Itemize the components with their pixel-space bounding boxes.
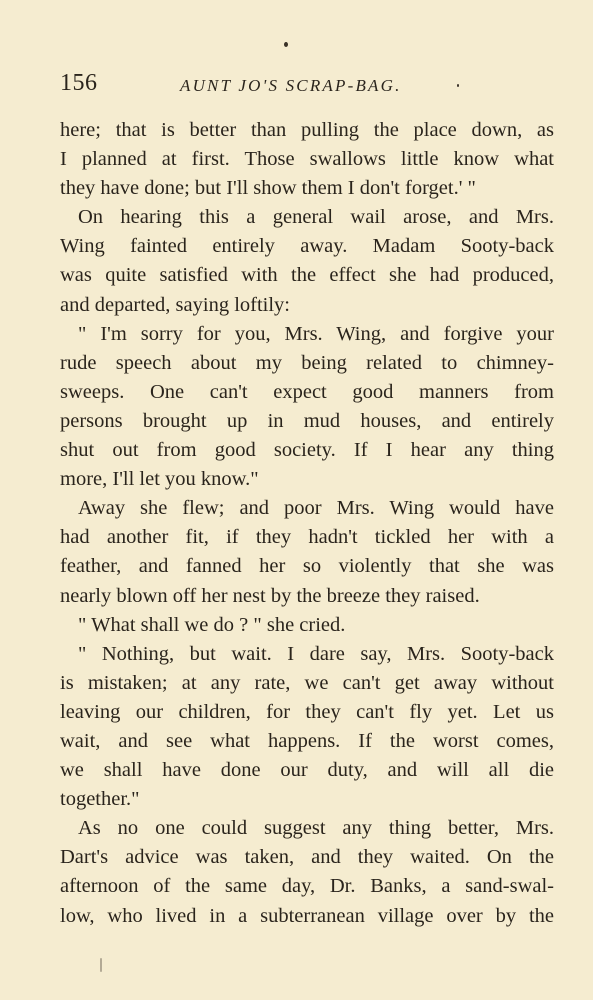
page-header bbox=[60, 70, 560, 104]
ink-speck bbox=[100, 958, 102, 972]
text-line: Away she flew; and poor Mrs. Wing would have bbox=[78, 497, 554, 520]
text-line: afternoon of the same day, Dr. Banks, a sand-swal- bbox=[60, 875, 554, 898]
text-line: together." bbox=[60, 788, 140, 811]
text-line: they have done; but I'll show them I don't forget.' " bbox=[60, 177, 476, 200]
text-line: " Nothing, but wait. I dare say, Mrs. Sooty-back bbox=[78, 642, 554, 665]
text-line: sweeps. One can't expect good manners from bbox=[60, 380, 554, 403]
text-line: Wing fainted entirely away. Madam Sooty-back bbox=[60, 235, 554, 258]
text-line: rude speech about my being related to chimney- bbox=[60, 351, 554, 374]
text-line: Dart's advice was taken, and they waited. On the bbox=[60, 846, 554, 869]
ink-speck bbox=[284, 42, 288, 47]
body-text bbox=[60, 116, 554, 931]
text-line: was quite satisfied with the effect she had produced, bbox=[60, 264, 554, 287]
text-line: On hearing this a general wail arose, and Mrs. bbox=[78, 206, 554, 229]
text-line: persons brought up in mud houses, and entirely bbox=[60, 409, 554, 432]
text-line: had another fit, if they hadn't tickled her with a bbox=[60, 526, 554, 549]
page-number: 156 bbox=[60, 70, 98, 96]
text-line: nearly blown off her nest by the breeze they raised. bbox=[60, 584, 480, 607]
text-line: is mistaken; at any rate, we can't get away without bbox=[60, 671, 554, 694]
text-line: " I'm sorry for you, Mrs. Wing, and forgive your bbox=[78, 322, 554, 345]
text-line: As no one could suggest any thing better, Mrs. bbox=[78, 817, 554, 840]
text-line: shut out from good society. If I hear any thing bbox=[60, 439, 554, 462]
text-line: we shall have done our duty, and will all die bbox=[60, 759, 554, 782]
text-line: and departed, saying loftily: bbox=[60, 293, 290, 316]
text-line: low, who lived in a subterranean village over by the bbox=[60, 904, 554, 927]
text-line: wait, and see what happens. If the worst comes, bbox=[60, 729, 554, 752]
text-line: I planned at first. Those swallows little know what bbox=[60, 148, 554, 171]
text-line: " What shall we do ? " she cried. bbox=[78, 613, 346, 636]
text-line: here; that is better than pulling the place down, as bbox=[60, 119, 554, 141]
running-head: AUNT JO'S SCRAP-BAG. bbox=[180, 76, 402, 95]
text-line: feather, and fanned her so violently that she was bbox=[60, 555, 554, 578]
text-line: more, I'll let you know." bbox=[60, 468, 259, 491]
text-line: leaving our children, for they can't fly yet. Let us bbox=[60, 700, 554, 723]
